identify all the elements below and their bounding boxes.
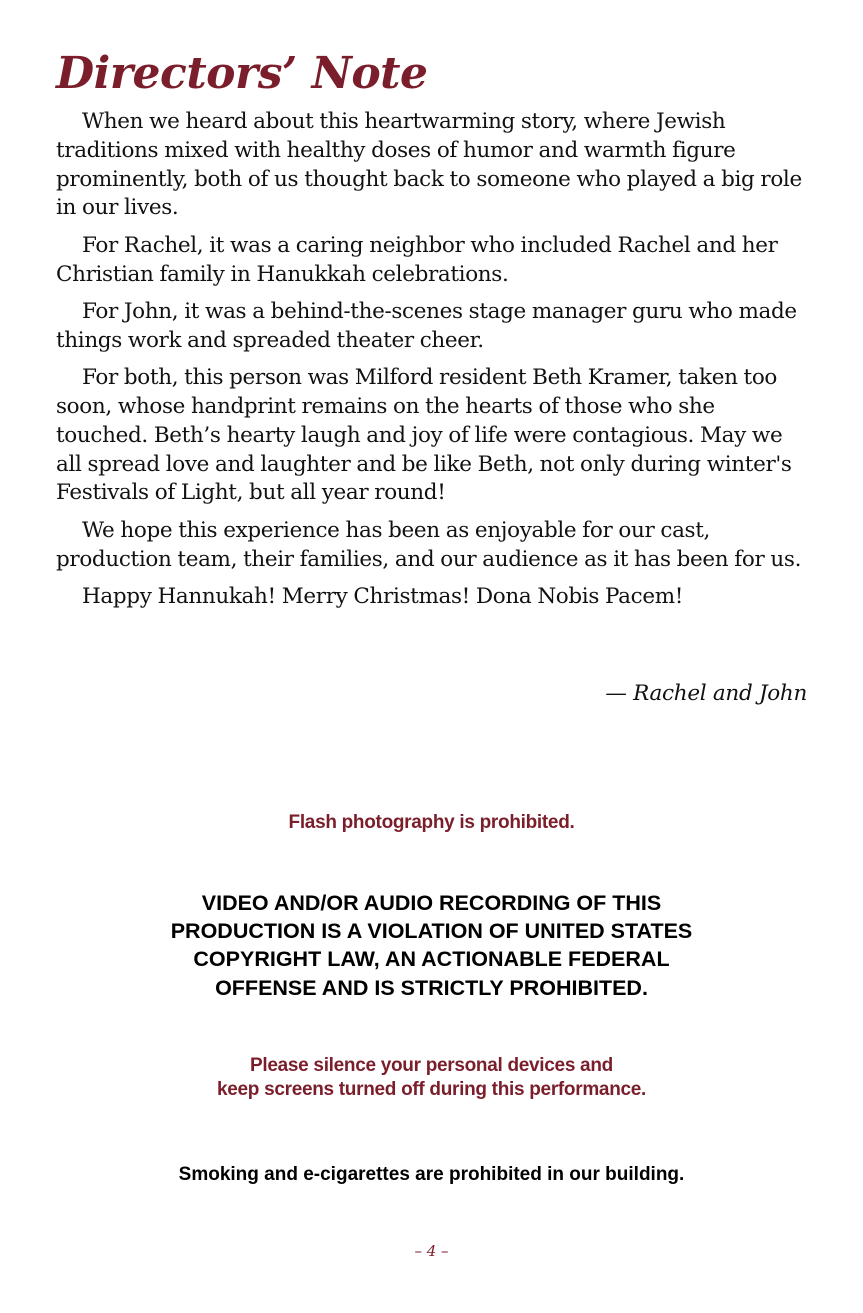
page-title: Directors’ Note [56,48,428,99]
page-number: – 4 – [414,1242,449,1260]
flash-photography-notice: Flash photography is prohibited. [288,812,575,833]
note-paragraph: For John, it was a behind-the-scenes stage manager guru who made things work and spreaded theater cheer. [56,298,797,353]
note-paragraph: When we heard about this heartwarming story, where Jewish traditions mixed with healthy doses of humor and warmth figure prominently, both of us thought back to someone who played a big role in our lives. [56,109,802,221]
recording-prohibited-notice [0,889,863,1002]
silence-devices-notice [0,1054,863,1102]
silence-notice-line: Please silence your personal devices and [250,1055,613,1076]
silence-notice-line: keep screens turned off during this performance. [216,1079,647,1100]
recording-notice-line: VIDEO AND/OR AUDIO RECORDING OF THIS [201,891,662,915]
signature: — Rachel and John [605,681,807,706]
note-paragraph: Happy Hannukah! Merry Christmas! Dona Nobis Pacem! [82,583,684,609]
recording-notice-line: OFFENSE AND IS STRICTLY PROHIBITED. [215,975,648,1000]
note-paragraph: For both, this person was Milford resident Beth Kramer, taken too soon, whose handprint remains on the hearts of those who she touched. Beth’s hearty laugh and joy of life were contagious. May we all spread love and laughter and be like Beth, not only during winter's Festivals of Light, but all year round! [56,365,792,506]
note-paragraph: For Rachel, it was a caring neighbor who included Rachel and her Christian family in Hanukkah celebrations. [56,232,778,287]
note-paragraph: We hope this experience has been as enjoyable for our cast, production team, their families, and our audience as it has been for us. [56,517,802,572]
recording-notice-line: PRODUCTION IS A VIOLATION OF UNITED STATES [170,919,693,944]
smoking-notice: Smoking and e-cigarettes are prohibited in our building. [178,1164,685,1185]
directors-note-body [56,108,808,620]
recording-notice-line: COPYRIGHT LAW, AN ACTIONABLE FEDERAL [193,947,670,972]
